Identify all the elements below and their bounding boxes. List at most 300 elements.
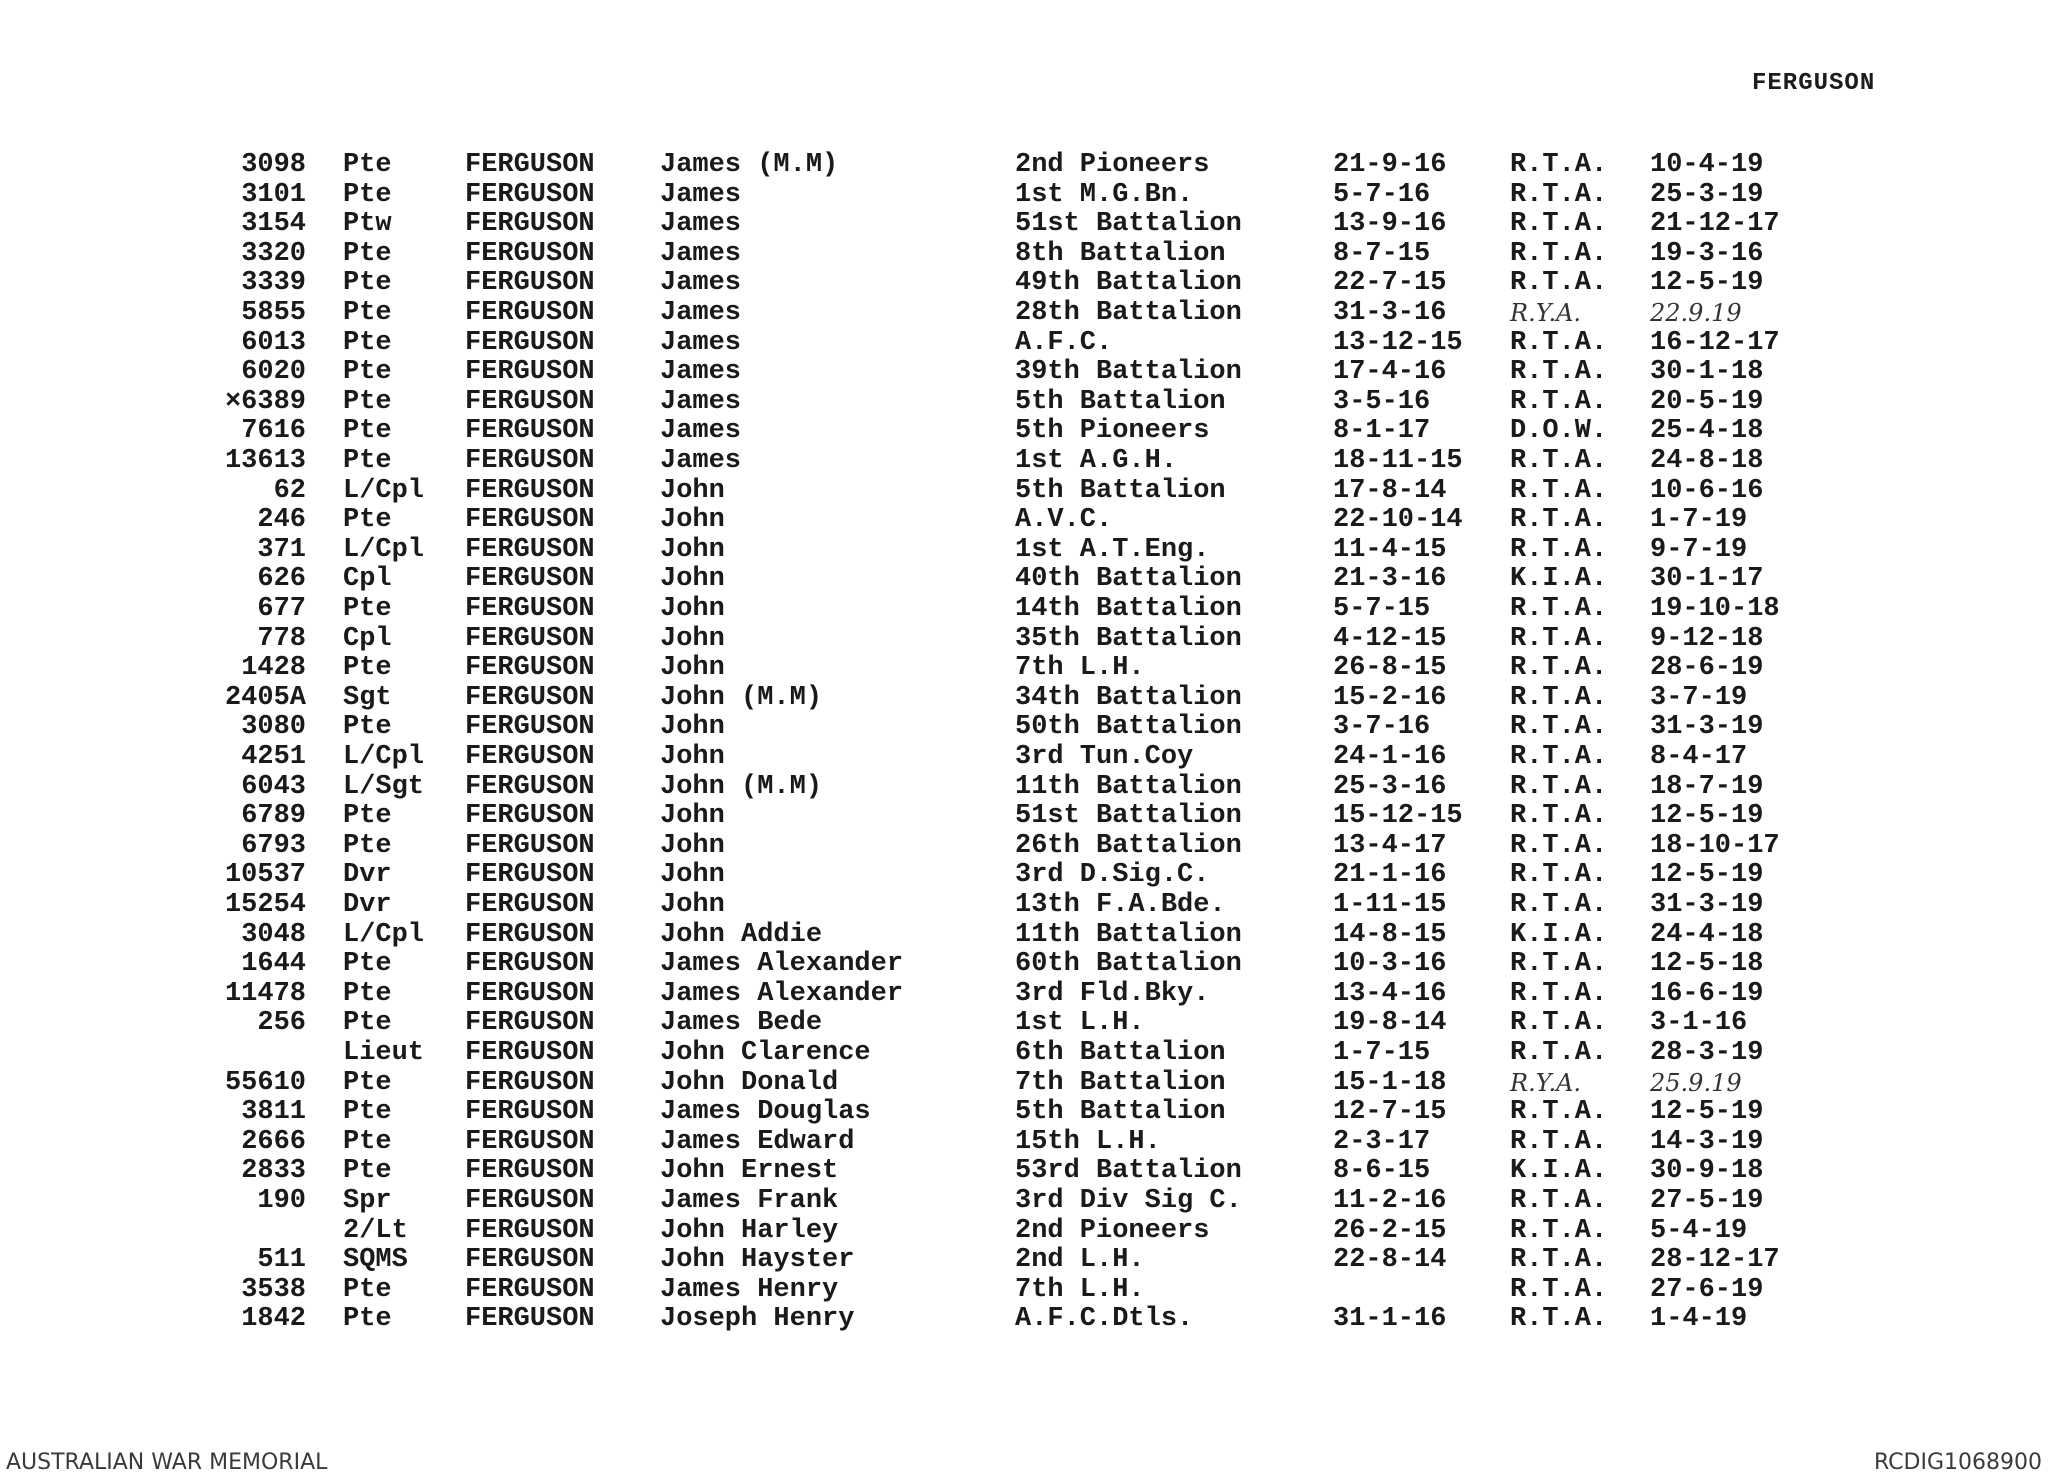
unit: 15th L.H. (1015, 1126, 1161, 1157)
surname: FERGUSON (465, 150, 595, 180)
unit: 6th Battalion (1015, 1038, 1226, 1068)
enlistment-date: 1-7-15 (1333, 1038, 1431, 1068)
table-row (0, 860, 2048, 890)
given-names: John (660, 534, 725, 565)
surname: FERGUSON (465, 238, 595, 269)
fate: R.T.A. (1510, 771, 1608, 802)
enlistment-date: 13-4-16 (1333, 978, 1447, 1009)
fate: R.T.A. (1510, 1008, 1608, 1039)
fate: R.T.A. (1510, 1245, 1608, 1276)
unit: 8th Battalion (1015, 238, 1226, 269)
service-number: 256 (257, 1008, 306, 1039)
surname: FERGUSON (465, 623, 595, 654)
table-row (0, 653, 2048, 683)
unit: 2nd L.H. (1015, 1245, 1145, 1276)
given-names: John (M.M) (660, 682, 823, 713)
rank: Pte (343, 505, 392, 536)
rank: Pte (343, 298, 392, 328)
service-number: 677 (257, 594, 306, 624)
enlistment-date: 8-1-17 (1333, 416, 1431, 447)
fate-date: 10-6-16 (1650, 475, 1764, 506)
unit: 1st L.H. (1015, 1008, 1145, 1039)
rank: Pte (343, 978, 392, 1009)
fate-date: 19-3-16 (1650, 238, 1764, 269)
given-names: James (660, 357, 742, 388)
service-number: 4251 (241, 742, 306, 772)
table-row (0, 1008, 2048, 1038)
table-row (0, 1275, 2048, 1305)
table-row (0, 1245, 2048, 1275)
unit: 5th Battalion (1015, 386, 1226, 417)
fate-date: 18-7-19 (1650, 771, 1764, 802)
rank: L/Cpl (343, 919, 425, 950)
enlistment-date: 17-4-16 (1333, 357, 1447, 388)
rank: Pte (343, 1097, 392, 1128)
fate-date: 12-5-19 (1650, 1097, 1764, 1128)
fate: R.T.A. (1510, 860, 1608, 891)
given-names: James (660, 179, 742, 210)
enlistment-date: 31-3-16 (1333, 298, 1447, 328)
service-number: 3098 (241, 150, 306, 180)
rank: Pte (343, 179, 392, 210)
fate: R.T.A. (1510, 386, 1608, 417)
service-number: 3048 (241, 919, 306, 950)
service-number: 371 (257, 534, 306, 565)
given-names: James (660, 268, 742, 299)
fate-date: 24-4-18 (1650, 919, 1764, 950)
given-names: James Edward (660, 1126, 855, 1157)
service-number: 6793 (241, 830, 306, 861)
given-names: James Frank (660, 1186, 839, 1216)
given-names: John (660, 890, 725, 920)
surname: FERGUSON (465, 801, 595, 832)
rank: Pte (343, 1304, 392, 1335)
service-number: 62 (273, 475, 306, 506)
service-number: 11478 (224, 978, 306, 1009)
given-names: John (660, 653, 725, 684)
table-row (0, 298, 2048, 328)
table-row (0, 1186, 2048, 1216)
unit: 51st Battalion (1015, 801, 1242, 832)
rank: Pte (343, 712, 392, 743)
surname: FERGUSON (465, 1274, 595, 1305)
table-row (0, 268, 2048, 298)
enlistment-date: 1-11-15 (1333, 890, 1447, 920)
table-row (0, 328, 2048, 358)
enlistment-date: 22-8-14 (1333, 1245, 1447, 1276)
rank: Pte (343, 1008, 392, 1039)
fate: R.T.A. (1510, 890, 1608, 920)
surname: FERGUSON (465, 1156, 595, 1187)
table-row (0, 1097, 2048, 1127)
surname: FERGUSON (465, 1215, 595, 1246)
surname: FERGUSON (465, 1008, 595, 1039)
fate-date: 12-5-18 (1650, 949, 1764, 980)
rank: L/Cpl (343, 534, 425, 565)
enlistment-date: 26-2-15 (1333, 1215, 1447, 1246)
surname: FERGUSON (465, 475, 595, 506)
unit: 50th Battalion (1015, 712, 1242, 743)
given-names: John (660, 860, 725, 891)
enlistment-date: 8-7-15 (1333, 238, 1431, 269)
rank: Pte (343, 594, 392, 624)
service-number: 1842 (241, 1304, 306, 1335)
footer-record-id: RCDIG1068900 (1873, 1450, 2042, 1475)
enlistment-date: 14-8-15 (1333, 919, 1447, 950)
surname: FERGUSON (465, 1126, 595, 1157)
enlistment-date: 3-5-16 (1333, 386, 1431, 417)
surname: FERGUSON (465, 446, 595, 476)
surname: FERGUSON (465, 1067, 595, 1098)
unit: 34th Battalion (1015, 682, 1242, 713)
fate-date: 8-4-17 (1650, 742, 1748, 772)
fate: R.T.A. (1510, 1038, 1608, 1068)
given-names: John (660, 801, 725, 832)
surname: FERGUSON (465, 416, 595, 447)
given-names: John Harley (660, 1215, 839, 1246)
fate-date: 9-7-19 (1650, 534, 1748, 565)
enlistment-date: 11-4-15 (1333, 534, 1447, 565)
rank: Pte (343, 268, 392, 299)
rank: L/Cpl (343, 742, 425, 772)
fate-date: 25.9.19 (1650, 1068, 1742, 1097)
unit: 5th Pioneers (1015, 416, 1210, 447)
enlistment-date: 13-9-16 (1333, 209, 1447, 240)
given-names: John Addie (660, 919, 823, 950)
unit: 7th L.H. (1015, 1274, 1145, 1305)
unit: 1st A.T.Eng. (1015, 534, 1210, 565)
given-names: James (660, 238, 742, 269)
fate-date: 18-10-17 (1650, 830, 1780, 861)
table-row (0, 1216, 2048, 1246)
fate: R.T.A. (1510, 179, 1608, 210)
fate: R.T.A. (1510, 1304, 1608, 1335)
rank: Spr (343, 1186, 392, 1216)
unit: 2nd Pioneers (1015, 1215, 1210, 1246)
given-names: John Hayster (660, 1245, 855, 1276)
unit: 3rd D.Sig.C. (1015, 860, 1210, 891)
table-row (0, 624, 2048, 654)
fate-date: 28-12-17 (1650, 1245, 1780, 1276)
enlistment-date: 10-3-16 (1333, 949, 1447, 980)
enlistment-date: 26-8-15 (1333, 653, 1447, 684)
surname: FERGUSON (465, 327, 595, 358)
surname: FERGUSON (465, 594, 595, 624)
fate: R.T.A. (1510, 742, 1608, 772)
fate: R.T.A. (1510, 357, 1608, 388)
given-names: James Douglas (660, 1097, 871, 1128)
fate: R.T.A. (1510, 801, 1608, 832)
service-number: 626 (257, 564, 306, 595)
given-names: John (660, 475, 725, 506)
fate-date: 9-12-18 (1650, 623, 1764, 654)
fate-date: 14-3-19 (1650, 1126, 1764, 1157)
enlistment-date: 21-3-16 (1333, 564, 1447, 595)
rank: Cpl (343, 623, 392, 654)
fate-date: 19-10-18 (1650, 594, 1780, 624)
enlistment-date: 18-11-15 (1333, 446, 1463, 476)
footer-institution: AUSTRALIAN WAR MEMORIAL (6, 1450, 328, 1475)
service-number: 7616 (241, 416, 306, 447)
unit: 2nd Pioneers (1015, 150, 1210, 180)
unit: 3rd Tun.Coy (1015, 742, 1194, 772)
fate: K.I.A. (1510, 1156, 1608, 1187)
enlistment-date: 8-6-15 (1333, 1156, 1431, 1187)
unit: A.F.C. (1015, 327, 1113, 358)
unit: 7th L.H. (1015, 653, 1145, 684)
service-number: 2833 (241, 1156, 306, 1187)
fate: R.T.A. (1510, 1215, 1608, 1246)
rank: Pte (343, 150, 392, 180)
enlistment-date: 2-3-17 (1333, 1126, 1431, 1157)
unit: 49th Battalion (1015, 268, 1242, 299)
enlistment-date: 15-12-15 (1333, 801, 1463, 832)
fate-date: 5-4-19 (1650, 1215, 1748, 1246)
given-names: John (M.M) (660, 771, 823, 802)
unit: 13th F.A.Bde. (1015, 890, 1226, 920)
service-number: 3811 (241, 1097, 306, 1128)
table-row (0, 742, 2048, 772)
fate-date: 12-5-19 (1650, 268, 1764, 299)
fate: R.T.A. (1510, 238, 1608, 269)
service-number: 3101 (241, 179, 306, 210)
enlistment-date: 24-1-16 (1333, 742, 1447, 772)
enlistment-date: 22-7-15 (1333, 268, 1447, 299)
rank: Pte (343, 1126, 392, 1157)
given-names: John Clarence (660, 1038, 871, 1068)
fate: R.T.A. (1510, 150, 1608, 180)
table-row (0, 416, 2048, 446)
enlistment-date: 13-12-15 (1333, 327, 1463, 358)
enlistment-date: 5-7-16 (1333, 179, 1431, 210)
service-number: 2666 (241, 1126, 306, 1157)
enlistment-date: 19-8-14 (1333, 1008, 1447, 1039)
rank: Sgt (343, 682, 392, 713)
table-row (0, 387, 2048, 417)
surname: FERGUSON (465, 682, 595, 713)
table-row (0, 1127, 2048, 1157)
rank: Pte (343, 446, 392, 476)
table-row (0, 979, 2048, 1009)
fate-date: 25-3-19 (1650, 179, 1764, 210)
fate-date: 20-5-19 (1650, 386, 1764, 417)
table-row (0, 564, 2048, 594)
fate: R.T.A. (1510, 712, 1608, 743)
fate: R.T.A. (1510, 682, 1608, 713)
rank: Pte (343, 1067, 392, 1098)
service-number: 511 (257, 1245, 306, 1276)
unit: 51st Battalion (1015, 209, 1242, 240)
fate-date: 28-3-19 (1650, 1038, 1764, 1068)
surname: FERGUSON (465, 179, 595, 210)
fate: R.T.A. (1510, 623, 1608, 654)
fate: R.T.A. (1510, 1126, 1608, 1157)
surname: FERGUSON (465, 712, 595, 743)
given-names: John Ernest (660, 1156, 839, 1187)
table-row (0, 1038, 2048, 1068)
surname: FERGUSON (465, 830, 595, 861)
fate: R.T.A. (1510, 327, 1608, 358)
fate-date: 16-12-17 (1650, 327, 1780, 358)
fate-date: 22.9.19 (1650, 299, 1742, 327)
fate-date: 1-7-19 (1650, 505, 1748, 536)
table-row (0, 1156, 2048, 1186)
given-names: James Henry (660, 1274, 839, 1305)
service-number: 6789 (241, 801, 306, 832)
unit: 14th Battalion (1015, 594, 1242, 624)
service-number: 6043 (241, 771, 306, 802)
surname: FERGUSON (465, 1304, 595, 1335)
unit: 3rd Div Sig C. (1015, 1186, 1242, 1216)
fate-date: 28-6-19 (1650, 653, 1764, 684)
enlistment-date: 5-7-15 (1333, 594, 1431, 624)
surname: FERGUSON (465, 386, 595, 417)
surname: FERGUSON (465, 771, 595, 802)
unit: 35th Battalion (1015, 623, 1242, 654)
enlistment-date: 15-2-16 (1333, 682, 1447, 713)
given-names: James (660, 416, 742, 447)
given-names: James (660, 298, 742, 328)
enlistment-date: 4-12-15 (1333, 623, 1447, 654)
table-row (0, 209, 2048, 239)
rank: Pte (343, 653, 392, 684)
table-row (0, 150, 2048, 180)
page-header-surname: FERGUSON (1752, 70, 1876, 97)
service-number: 190 (257, 1186, 306, 1216)
service-number: 3320 (241, 238, 306, 269)
service-number: 2405A (224, 682, 306, 713)
table-row (0, 801, 2048, 831)
fate-date: 16-6-19 (1650, 978, 1764, 1009)
fate: R.T.A. (1510, 505, 1608, 536)
table-row (0, 239, 2048, 269)
rank: Pte (343, 238, 392, 269)
surname: FERGUSON (465, 564, 595, 595)
rank: Pte (343, 1274, 392, 1305)
given-names: John Donald (660, 1067, 839, 1098)
table-row (0, 920, 2048, 950)
unit: 40th Battalion (1015, 564, 1242, 595)
fate-date: 10-4-19 (1650, 150, 1764, 180)
rank: 2/Lt (343, 1215, 408, 1246)
rank: L/Cpl (343, 475, 425, 506)
fate-date: 21-12-17 (1650, 209, 1780, 240)
fate-date: 25-4-18 (1650, 416, 1764, 447)
surname: FERGUSON (465, 357, 595, 388)
table-row (0, 446, 2048, 476)
given-names: James (M.M) (660, 150, 839, 180)
rank: Dvr (343, 890, 392, 920)
rank: Ptw (343, 209, 392, 240)
surname: FERGUSON (465, 1097, 595, 1128)
service-number: 10537 (224, 860, 306, 891)
fate: R.T.A. (1510, 475, 1608, 506)
surname: FERGUSON (465, 919, 595, 950)
fate-date: 31-3-19 (1650, 712, 1764, 743)
given-names: James Bede (660, 1008, 823, 1039)
surname: FERGUSON (465, 209, 595, 240)
surname: FERGUSON (465, 1038, 595, 1068)
table-row (0, 890, 2048, 920)
rank: SQMS (343, 1245, 408, 1276)
service-number: 3080 (241, 712, 306, 743)
fate: R.T.A. (1510, 534, 1608, 565)
rank: Pte (343, 416, 392, 447)
table-row (0, 594, 2048, 624)
given-names: Joseph Henry (660, 1304, 855, 1335)
service-number: ×6389 (224, 386, 306, 417)
enlistment-date: 25-3-16 (1333, 771, 1447, 802)
table-row (0, 831, 2048, 861)
fate: R.Y.A. (1510, 1068, 1582, 1097)
fate-date: 31-3-19 (1650, 890, 1764, 920)
table-row (0, 1304, 2048, 1334)
given-names: James (660, 386, 742, 417)
rank: Pte (343, 357, 392, 388)
table-row (0, 357, 2048, 387)
surname: FERGUSON (465, 298, 595, 328)
given-names: John (660, 594, 725, 624)
unit: 5th Battalion (1015, 475, 1226, 506)
rank: Pte (343, 801, 392, 832)
service-number: 246 (257, 505, 306, 536)
enlistment-date: 13-4-17 (1333, 830, 1447, 861)
rank: Pte (343, 830, 392, 861)
given-names: James (660, 209, 742, 240)
unit: A.V.C. (1015, 505, 1113, 536)
given-names: John (660, 830, 725, 861)
fate: R.T.A. (1510, 653, 1608, 684)
service-number: 1428 (241, 653, 306, 684)
fate-date: 1-4-19 (1650, 1304, 1748, 1335)
fate: R.T.A. (1510, 1097, 1608, 1128)
fate-date: 30-9-18 (1650, 1156, 1764, 1187)
surname: FERGUSON (465, 505, 595, 536)
table-row (0, 949, 2048, 979)
given-names: John (660, 505, 725, 536)
given-names: James Alexander (660, 949, 904, 980)
fate: R.T.A. (1510, 1186, 1608, 1216)
table-row (0, 505, 2048, 535)
fate-date: 30-1-17 (1650, 564, 1764, 595)
unit: 60th Battalion (1015, 949, 1242, 980)
surname: FERGUSON (465, 978, 595, 1009)
table-row (0, 535, 2048, 565)
given-names: John (660, 623, 725, 654)
service-number: 15254 (224, 890, 306, 920)
rank: Pte (343, 949, 392, 980)
unit: 39th Battalion (1015, 357, 1242, 388)
unit: 1st M.G.Bn. (1015, 179, 1194, 210)
surname: FERGUSON (465, 949, 595, 980)
table-row (0, 1068, 2048, 1098)
table-row (0, 712, 2048, 742)
given-names: James (660, 446, 742, 476)
fate: R.T.A. (1510, 446, 1608, 476)
unit: 7th Battalion (1015, 1067, 1226, 1098)
service-number: 3339 (241, 268, 306, 299)
enlistment-date: 21-1-16 (1333, 860, 1447, 891)
unit: 11th Battalion (1015, 771, 1242, 802)
service-number: 3154 (241, 209, 306, 240)
unit: A.F.C.Dtls. (1015, 1304, 1194, 1335)
fate-date: 24-8-18 (1650, 446, 1764, 476)
unit: 1st A.G.H. (1015, 446, 1178, 476)
fate: R.Y.A. (1510, 299, 1582, 327)
surname: FERGUSON (465, 742, 595, 772)
table-row (0, 476, 2048, 506)
surname: FERGUSON (465, 860, 595, 891)
